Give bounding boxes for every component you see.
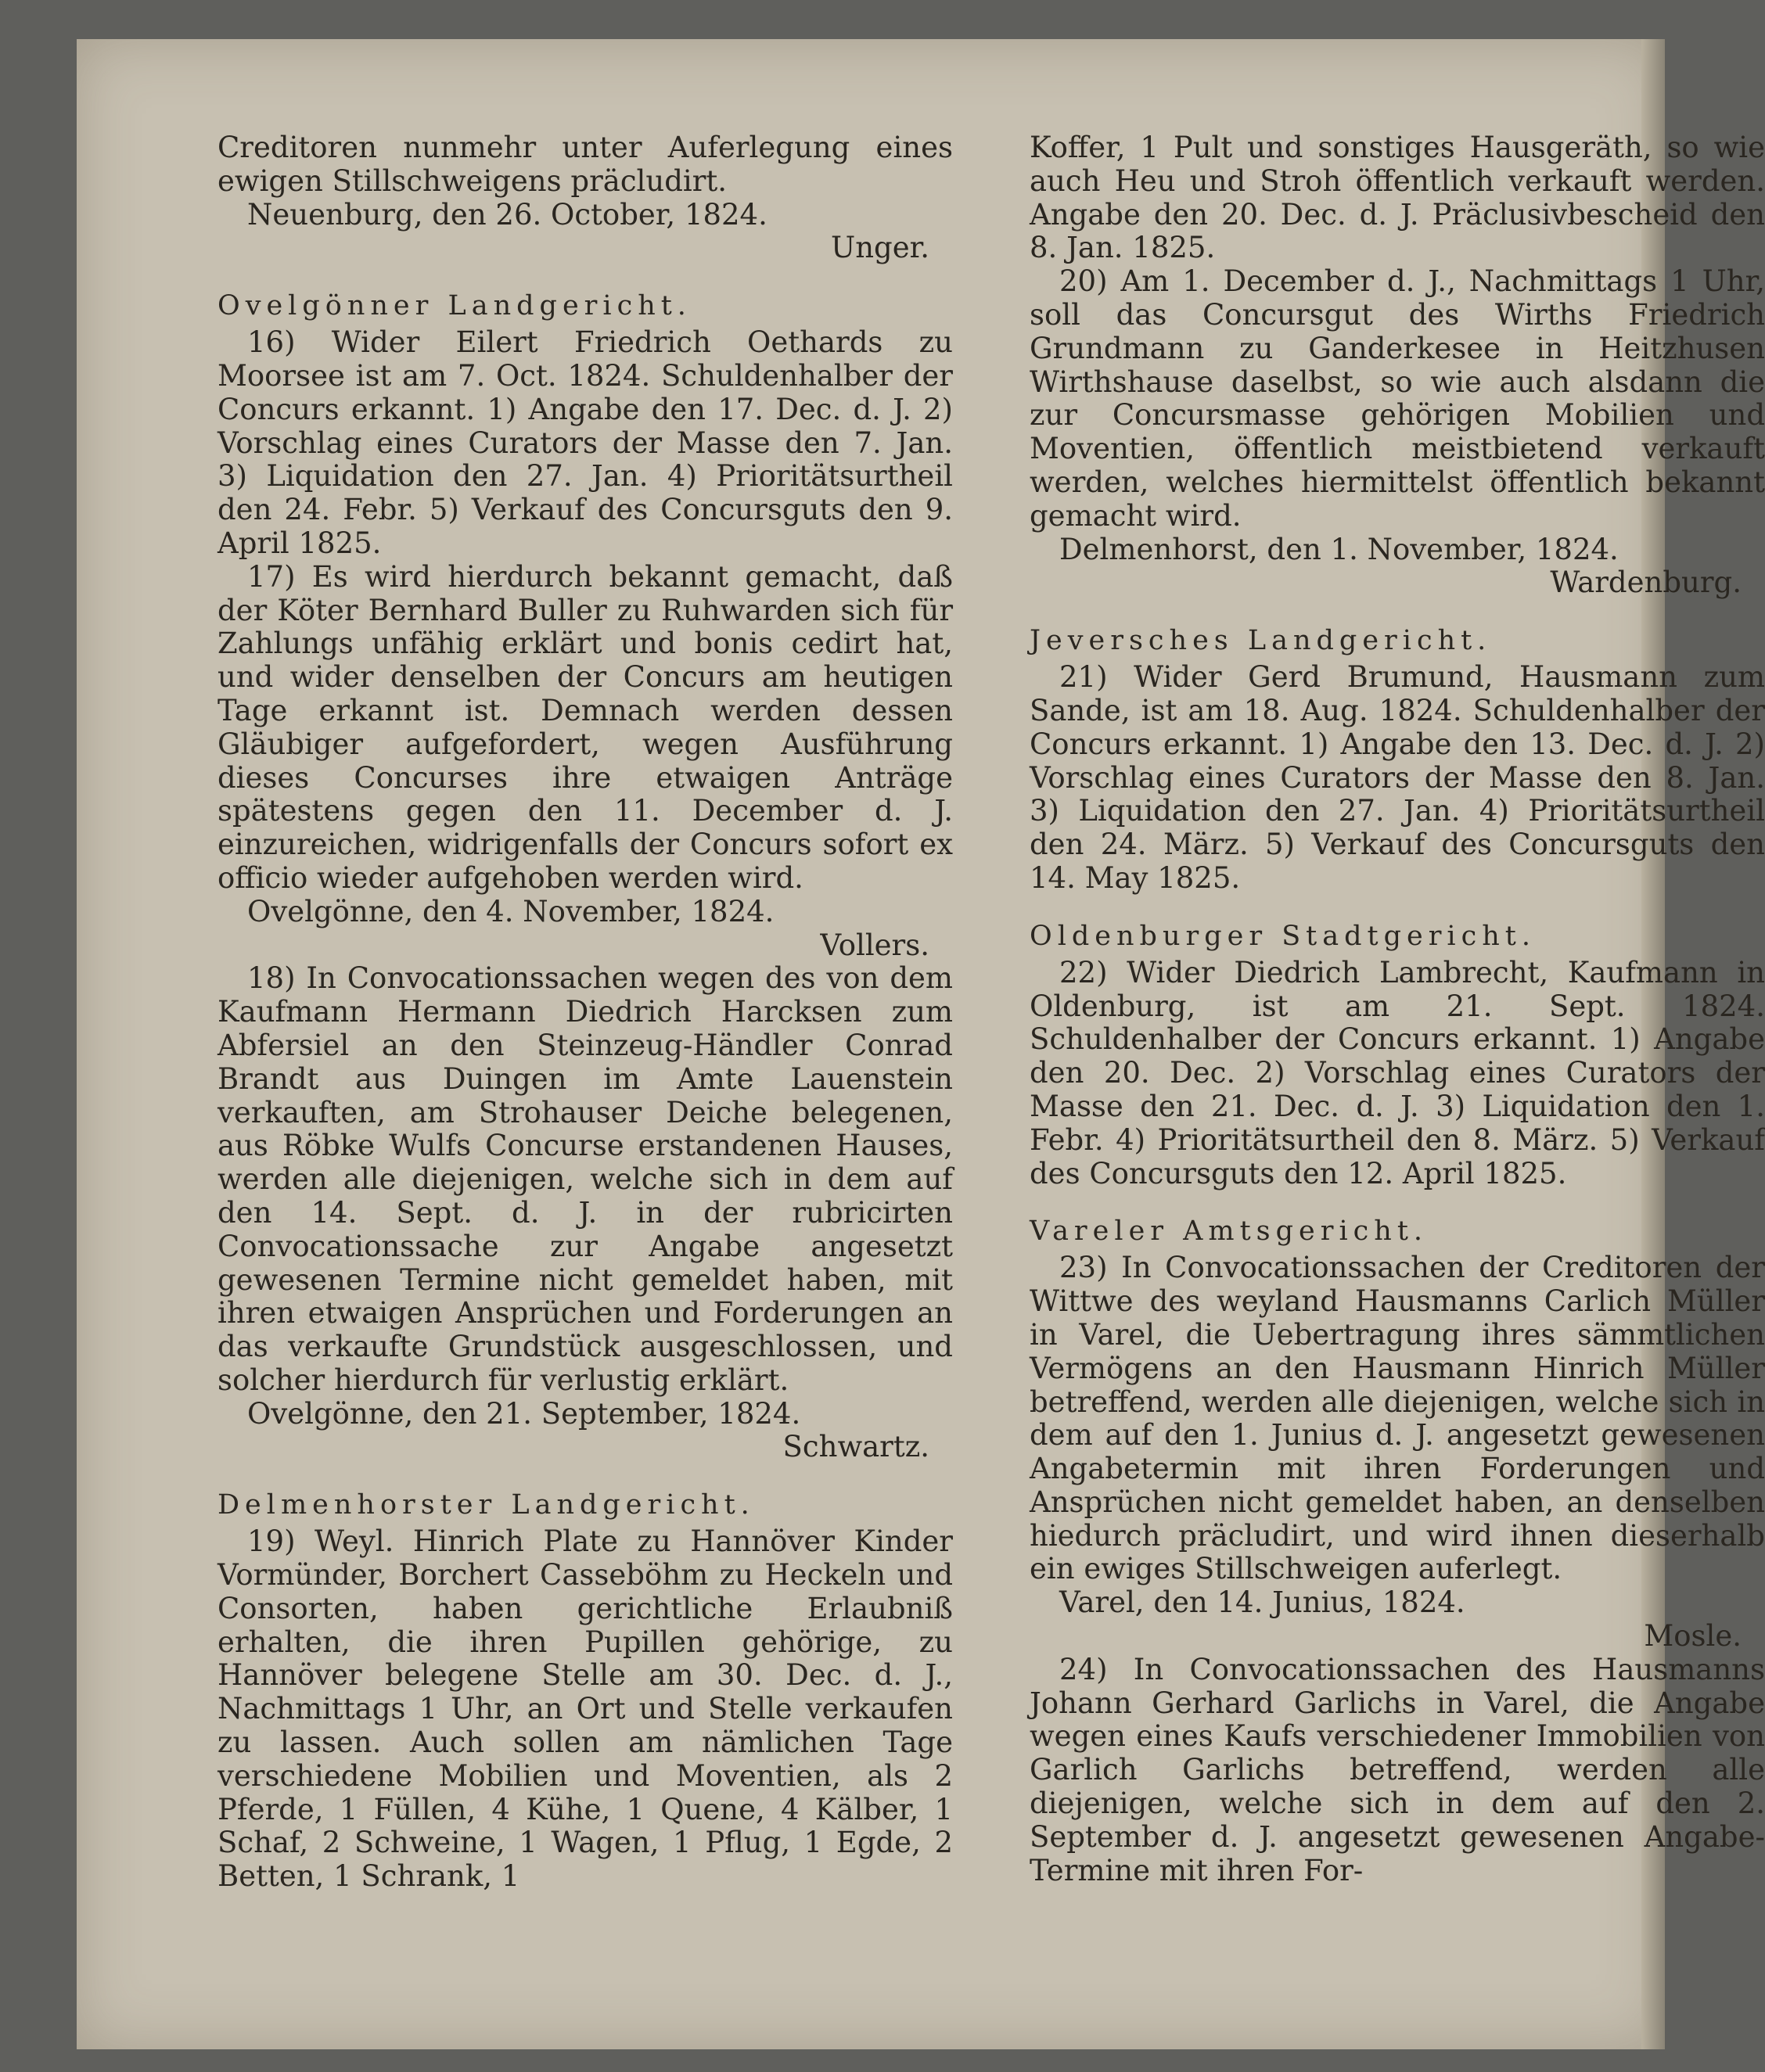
section-heading-varel: Vareler Amtsgericht. <box>1030 1216 1429 1248</box>
signature: Unger. <box>831 231 929 265</box>
signature: Schwartz. <box>782 1430 929 1464</box>
section-heading-delmenhorst: Delmenhorster Landgericht. <box>217 1489 755 1521</box>
signature: Vollers. <box>820 928 929 962</box>
right-column <box>1030 131 1765 1887</box>
notice-18: 18) In Convocationssachen wegen des von dem Kaufmann Hermann Diedrich Harcksen zum Abfersiel an den Steinzeug-Händler Conrad Brandt aus Duingen im Amte Lauenstein verkauften, am Strohauser Deiche belegenen, aus Röbke Wulfs Concurse erstandenen Hauses, werden alle diejenigen, welche sich in dem auf den 14. Sept. d. J. in der rubricirten Convocationssache zur Angabe angesetzt gewesenen Termine nicht gemeldet haben, mit ihren etwaigen Ansprüchen und Forderungen an das verkaufte Grundstück ausgeschlossen, und solcher hierdurch für verlustig erklärt. <box>217 961 953 1397</box>
notice-17: 17) Es wird hierdurch bekannt gemacht, daß der Köter Bernhard Buller zu Ruhwarden sich für Zahlungs unfähig erklärt und bonis cedirt hat, und wider denselben der Concurs am heutigen Tage erkannt ist. Demnach werden dessen Gläubiger aufgefordert, wegen Ausführung dieses Concurses ihre etwaigen Anträge spätestens gegen den 11. December d. J. einzureichen, widrigenfalls der Concurs sofort ex officio wieder aufgehoben werden wird. <box>217 559 953 895</box>
signature: Wardenburg. <box>1550 566 1742 600</box>
notice-16: 16) Wider Eilert Friedrich Oethards zu Moorsee ist am 7. Oct. 1824. Schuldenhalber der Concurs erkannt. 1) Angabe den 17. Dec. d. J. 2) Vorschlag eines Curators der Masse den 7. Jan. 3) Liquidation den 27. Jan. 4) Prioritätsurtheil den 24. Febr. 5) Verkauf des Concursguts den 9. April 1825. <box>217 325 953 560</box>
place-date-line: Ovelgönne, den 4. November, 1824. <box>247 894 775 928</box>
paragraph-continuation: Creditoren nunmehr unter Auferlegung eines ewigen Stillschweigens präcludirt. <box>217 131 953 198</box>
notice-22: 22) Wider Diedrich Lambrecht, Kaufmann in Oldenburg, ist am 21. Sept. 1824. Schuldenhalber der Concurs erkannt. 1) Angabe den 20. Dec. 2) Vorschlag eines Curators der Masse den 21. Dec. d. J. 3) Liquidation den 1. Febr. 4) Prioritätsurtheil den 8. März. 5) Verkauf des Concursguts den 12. April 1825. <box>1030 955 1765 1190</box>
place-date-line: Delmenhorst, den 1. November, 1824. <box>1059 532 1619 566</box>
section-heading-ovelgoenne: Ovelgönner Landgericht. <box>217 290 692 322</box>
section-heading-oldenburg: Oldenburger Stadtgericht. <box>1030 920 1536 952</box>
newspaper-page <box>77 39 1765 2049</box>
notice-19-continuation: Koffer, 1 Pult und sonstiges Hausgeräth, so wie auch Heu und Stroh öffentlich verkauft werden. Angabe den 20. Dec. d. J. Präclusivbescheid den 8. Jan. 1825. <box>1030 131 1765 265</box>
notice-19: 19) Weyl. Hinrich Plate zu Hannöver Kinder Vormünder, Borchert Casseböhm zu Heckeln und Consorten, haben gerichtliche Erlaubniß erhalten, die ihren Pupillen gehörige, zu Hannöver belegene Stelle am 30. Dec. d. J., Nachmittags 1 Uhr, an Ort und Stelle verkaufen zu lassen. Auch sollen am nämlichen Tage verschiedene Mobilien und Moventien, als 2 Pferde, 1 Füllen, 4 Kühe, 1 Quene, 4 Kälber, 1 Schaf, 2 Schweine, 1 Wagen, 1 Pflug, 1 Egde, 2 Betten, 1 Schrank, 1 <box>217 1524 953 1894</box>
notice-23: 23) In Convocationssachen der Creditoren der Wittwe des weyland Hausmanns Carlich Müller in Varel, die Uebertragung ihres sämmtlichen Vermögens an den Hausmann Hinrich Müller betreffend, werden alle diejenigen, welche sich in dem auf den 1. Junius d. J. angesetzt gewesenen Angabetermin mit ihren Forderungen und Ansprüchen nicht gemeldet haben, an denselben hiedurch präcludirt, und wird ihnen dieserhalb ein ewiges Stillschweigen auferlegt. <box>1030 1251 1765 1586</box>
notice-24: 24) In Convocationssachen des Hausmanns Johann Gerhard Garlichs in Varel, die Angabe wegen eines Kaufs verschiedener Immobilien von Garlich Garlichs betreffend, werden alle diejenigen, welche sich in dem auf den 2. September d. J. angesetzt gewesenen Angabe-Termine mit ihren For- <box>1030 1652 1765 1887</box>
notice-21: 21) Wider Gerd Brumund, Hausmann zum Sande, ist am 18. Aug. 1824. Schuldenhalber der Concurs erkannt. 1) Angabe den 13. Dec. d. J. 2) Vorschlag eines Curators der Masse den 8. Jan. 3) Liquidation den 27. Jan. 4) Prioritätsurtheil den 24. März. 5) Verkauf des Concursguts den 14. May 1825. <box>1030 660 1765 895</box>
left-column <box>217 131 953 1894</box>
notice-20: 20) Am 1. December d. J., Nachmittags 1 Uhr, soll das Concursgut des Wirths Friedrich Grundmann zu Ganderkesee in Heitzhusen Wirthshause daselbst, so wie auch alsdann die zur Concursmasse gehörigen Mobilien und Moventien, öffentlich meistbietend verkauft werden, welches hiermittelst öffentlich bekannt gemacht wird. <box>1030 264 1765 533</box>
signature: Mosle. <box>1644 1619 1742 1654</box>
place-date-line: Ovelgönne, den 21. September, 1824. <box>247 1396 801 1431</box>
place-date-line: Neuenburg, den 26. October, 1824. <box>247 197 767 232</box>
place-date-line: Varel, den 14. Junius, 1824. <box>1059 1585 1465 1620</box>
section-heading-jever: Jeversches Landgericht. <box>1030 625 1492 657</box>
